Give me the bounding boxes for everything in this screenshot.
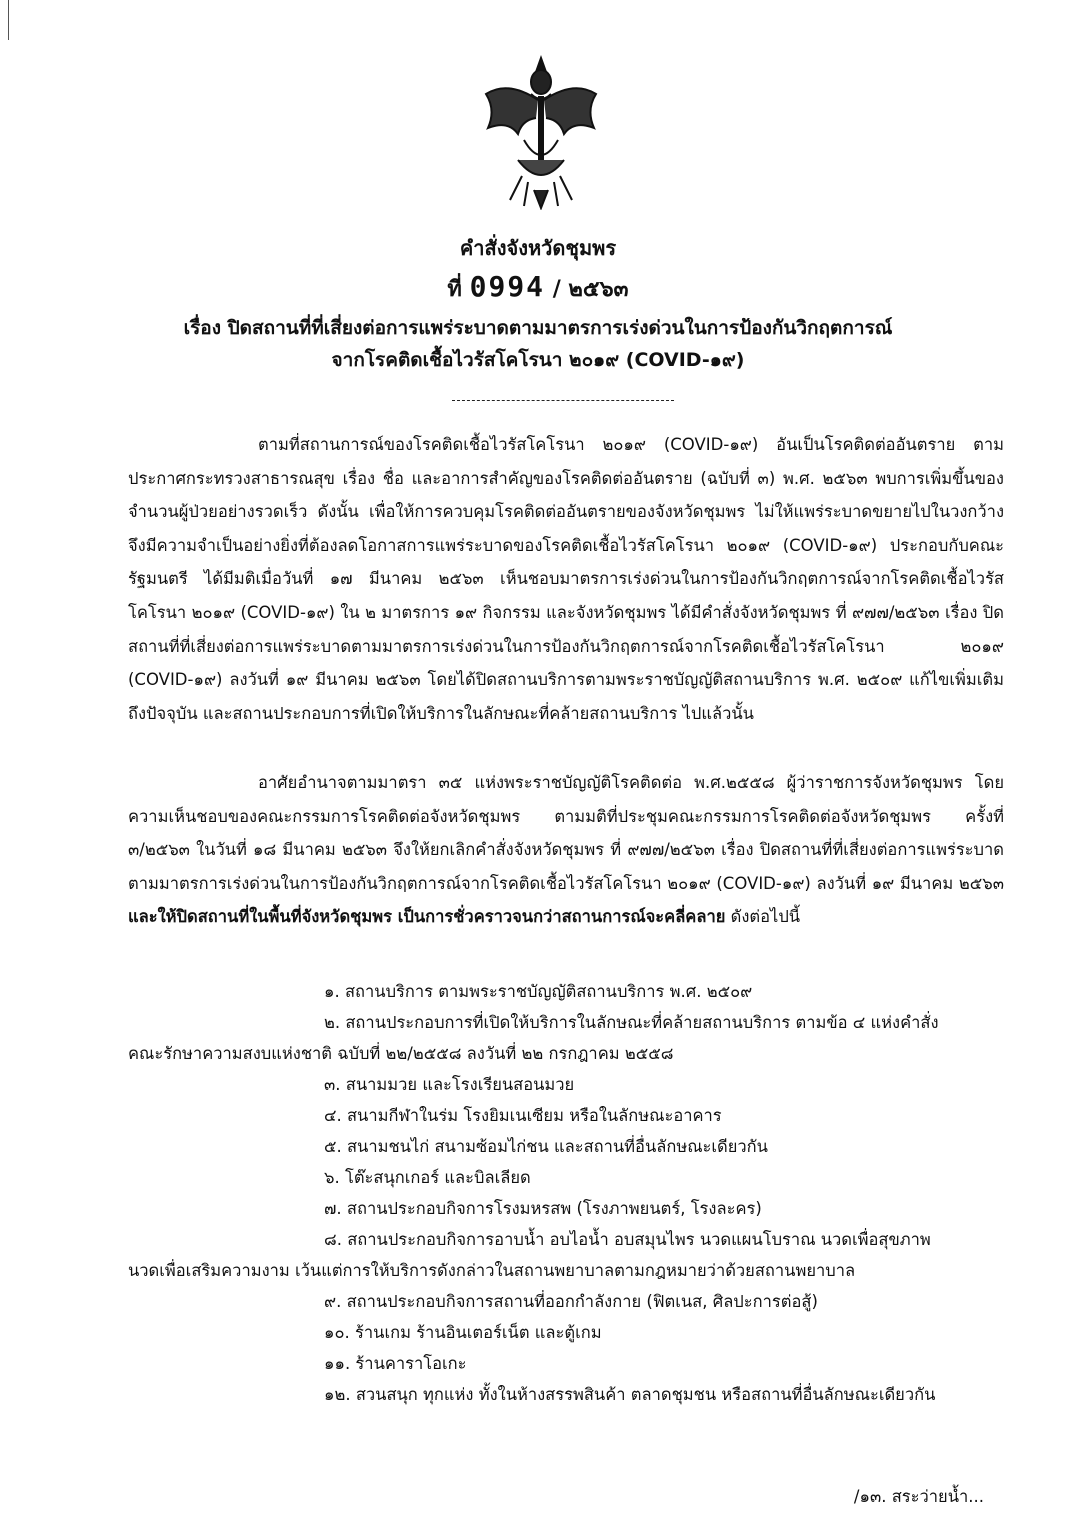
order-number [0, 270, 1076, 306]
list-item: ๘. สถานประกอบกิจการอาบน้ำ อบไอน้ำ อบสมุนไพร นวดแผนโบราณ นวดเพื่อสุขภาพ นวดเพื่อเสริมความงาม เว้นแต่การให้บริการดังกล่าวในสถานพยาบาลตามกฎหมายว่าด้วยสถานพยาบาล [128, 1230, 931, 1280]
page-corner-mark [0, 0, 9, 40]
list-item: ๑. สถานบริการ ตามพระราชบัญญัติสถานบริการ พ.ศ. ๒๕๐๙ [324, 982, 753, 1001]
subject [0, 312, 1076, 376]
list-item: ๓. สนามมวย และโรงเรียนสอนมวย [324, 1075, 575, 1094]
paragraph-2 [128, 766, 1004, 934]
subject-line-2: จากโรคติดเชื้อไวรัสโคโรนา ๒๐๑๙ (COVID-๑๙) [331, 349, 745, 371]
paragraph-2-bold: และให้ปิดสถานที่ในพื้นที่จังหวัดชุมพร เป็นการชั่วคราวจนกว่าสถานการณ์จะคลี่คลาย [128, 907, 726, 927]
list-item: ๕. สนามชนไก่ สนามซ้อมไก่ชน และสถานที่อื่นลักษณะเดียวกัน [324, 1137, 768, 1156]
list-item: ๔. สนามกีฬาในร่ม โรงยิมเนเซียม หรือในลักษณะอาคาร [324, 1106, 722, 1125]
order-number-prefix: ที่ [447, 277, 462, 302]
continued-next-page: /๑๓. สระว่ายน้ำ... [853, 1487, 984, 1506]
closure-list [128, 976, 1004, 1410]
document-title: คำสั่งจังหวัดชุมพร [459, 236, 617, 260]
list-item: ๗. สถานประกอบกิจการโรงมหรสพ (โรงภาพยนตร์, โรงละคร) [324, 1199, 762, 1218]
list-item: ๑๒. สวนสนุก ทุกแห่ง ทั้งในห้างสรรพสินค้า ตลาดชุมชน หรือสถานที่อื่นลักษณะเดียวกัน [324, 1385, 936, 1404]
list-item: ๑๑. ร้านคาราโอเกะ [324, 1354, 467, 1373]
paragraph-2-text: อาศัยอำนาจตามมาตรา ๓๕ แห่งพระราชบัญญัติโรคติดต่อ พ.ศ.๒๕๕๘ ผู้ว่าราชการจังหวัดชุมพร โดยความเห็นชอบของคณะกรรมการโรคติดต่อจังหวัดชุมพร ตามมติที่ประชุมคณะกรรมการโรคติดต่อจังหวัดชุมพร ครั้งที่ ๓/๒๕๖๓ ในวันที่ ๑๘ มีนาคม ๒๕๖๓ จึงให้ยกเลิกคำสั่งจังหวัดชุมพร ที่ ๙๗๗/๒๕๖๓ เรื่อง ปิดสถานที่ที่เสี่ยงต่อการแพร่ระบาดตามมาตรการเร่งด่วนในการป้องกันวิกฤตการณ์จากโรคติดเชื้อไวรัสโคโรนา ๒๐๑๙ (COVID-๑๙) ลงวันที่ ๑๙ มีนาคม ๒๕๖๓ [128, 773, 1004, 893]
list-item: ๒. สถานประกอบการที่เปิดให้บริการในลักษณะที่คล้ายสถานบริการ ตามข้อ ๔ แห่งคำสั่ง คณะรักษาความสงบแห่งชาติ ฉบับที่ ๒๒/๒๕๕๘ ลงวันที่ ๒๒ กรกฎาคม ๒๕๕๘ [128, 1013, 939, 1063]
paragraph-1-text: ตามที่สถานการณ์ของโรคติดเชื้อไวรัสโคโรนา ๒๐๑๙ (COVID-๑๙) อันเป็นโรคติดต่ออันตราย ตามประกาศกระทรวงสาธารณสุข เรื่อง ชื่อ และอาการสำคัญของโรคติดต่ออันตราย (ฉบับที่ ๓) พ.ศ. ๒๕๖๓ พบการเพิ่มขึ้นของจำนวนผู้ป่วยอย่างรวดเร็ว ดังนั้น เพื่อให้การควบคุมโรคติดต่ออันตรายของจังหวัดชุมพร ไม่ให้แพร่ระบาดขยายไปในวงกว้าง จึงมีความจำเป็นอย่างยิ่งที่ต้องลดโอกาสการแพร่ระบาดของโรคติดเชื้อไวรัสโคโรนา ๒๐๑๙ (COVID-๑๙) ประกอบกับคณะรัฐมนตรี ได้มีมติเมื่อวันที่ ๑๗ มีนาคม ๒๕๖๓ เห็นชอบมาตรการเร่งด่วนในการป้องกันวิกฤตการณ์จากโรคติดเชื้อไวรัสโคโรนา ๒๐๑๙ (COVID-๑๙) ใน ๒ มาตรการ ๑๙ กิจกรรม และจังหวัดชุมพร ได้มีคำสั่งจังหวัดชุมพร ที่ ๙๗๗/๒๕๖๓ เรื่อง ปิดสถานที่ที่เสี่ยงต่อการแพร่ระบาดตามมาตรการเร่งด่วนในการป้องกันวิกฤตการณ์จากโรคติดเชื้อไวรัสโคโรนา ๒๐๑๙ (COVID-๑๙) ลงวันที่ ๑๙ มีนาคม ๒๕๖๓ โดยได้ปิดสถานบริการตามพระราชบัญญัติสถานบริการ พ.ศ. ๒๕๐๙ แก้ไขเพิ่มเติมถึงปัจจุบัน และสถานประกอบการที่เปิดให้บริการในลักษณะที่คล้ายสถานบริการ ไปแล้วนั้น [128, 435, 1004, 723]
list-item: ๖. โต๊ะสนุกเกอร์ และบิลเลียด [324, 1168, 531, 1187]
order-number-handwritten: 0994 [469, 270, 546, 303]
order-number-suffix: / ๒๕๖๓ [552, 277, 629, 302]
subject-line-1: เรื่อง ปิดสถานที่ที่เสี่ยงต่อการแพร่ระบาดตามมาตรการเร่งด่วนในการป้องกันวิกฤตการณ์ [183, 317, 893, 339]
garuda-emblem-icon [478, 50, 604, 210]
paragraph-2-end: ดังต่อไปนี้ [725, 907, 801, 927]
divider-line [452, 400, 674, 401]
list-item: ๙. สถานประกอบกิจการสถานที่ออกกำลังกาย (ฟิตเนส, ศิลปะการต่อสู้) [324, 1292, 818, 1311]
paragraph-1 [128, 428, 1004, 730]
list-item: ๑๐. ร้านเกม ร้านอินเตอร์เน็ต และตู้เกม [324, 1323, 602, 1342]
